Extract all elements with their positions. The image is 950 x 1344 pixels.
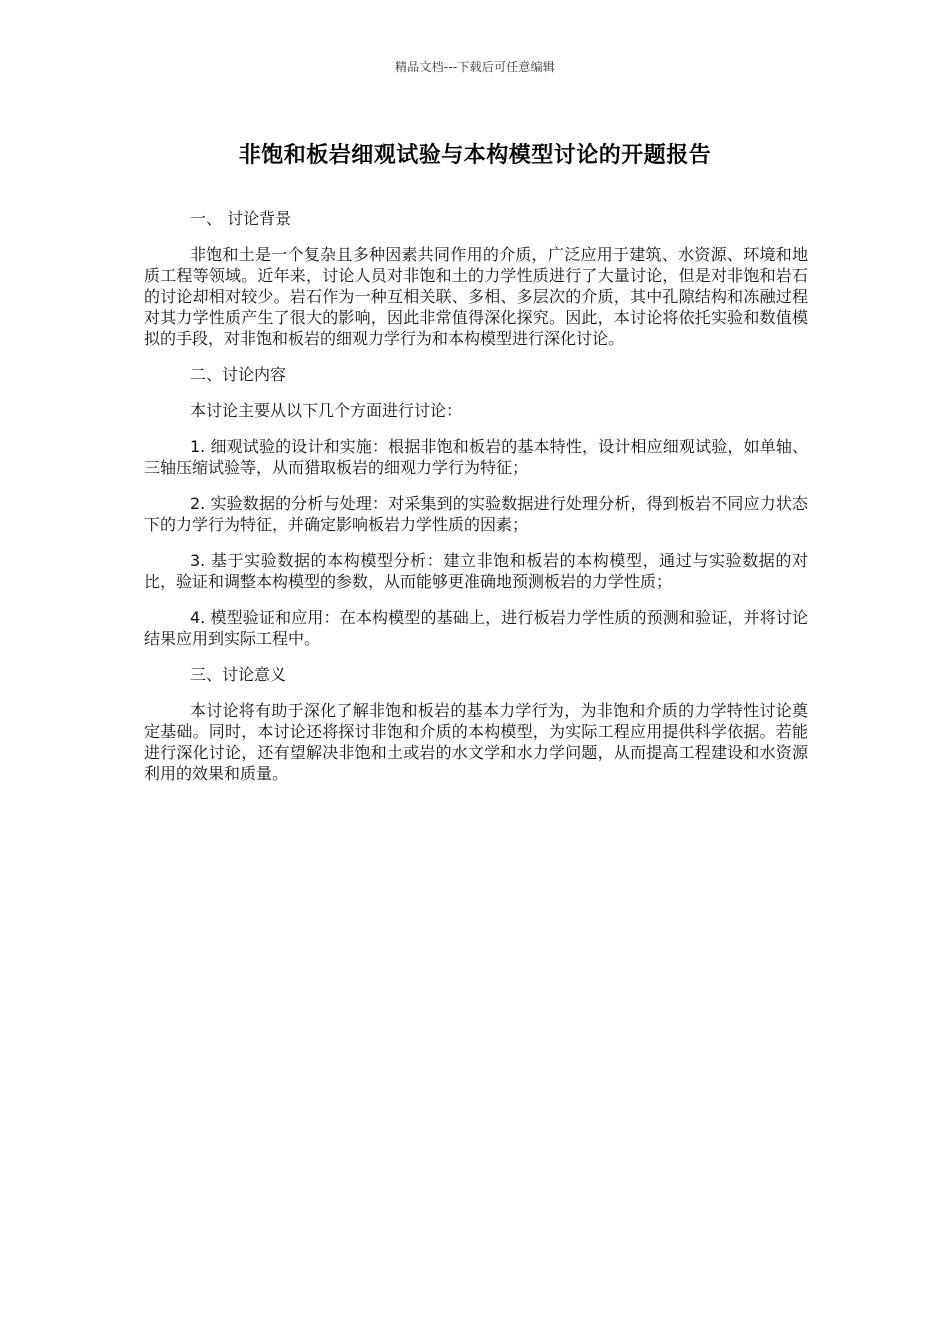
content-item-1: 1. 细观试验的设计和实施：根据非饱和板岩的基本特性，设计相应细观试验，如单轴、三轴压缩试验等，从而猎取板岩的细观力学行为特征；	[144, 437, 808, 477]
document-title: 非饱和板岩细观试验与本构模型讨论的开题报告	[238, 143, 712, 168]
document-body	[144, 208, 808, 799]
content-item-3: 3. 基于实验数据的本构模型分析：建立非饱和板岩的本构模型，通过与实验数据的对比，验证和调整本构模型的参数，从而能够更准确地预测板岩的力学性质；	[144, 551, 808, 591]
background-paragraph: 非饱和土是一个复杂且多种因素共同作用的介质，广泛应用于建筑、水资源、环境和地质工程等领域。近年来，讨论人员对非饱和土的力学性质进行了大量讨论，但是对非饱和岩石的讨论却相对较少。岩石作为一种互相关联、多相、多层次的介质，其中孔隙结构和冻融过程对其力学性质产生了很大的影响，因此非常值得深化探究。因此，本讨论将依托实验和数值模拟的手段，对非饱和板岩的细观力学行为和本构模型进行深化讨论。	[144, 245, 808, 348]
section-heading-significance: 三、讨论意义	[190, 665, 287, 684]
header-note: 精品文档---下载后可任意编辑	[395, 60, 555, 74]
significance-paragraph: 本讨论将有助于深化了解非饱和板岩的基本力学行为，为非饱和介质的力学特性讨论奠定基础。同时，本讨论还将探讨非饱和介质的本构模型，为实际工程应用提供科学依据。若能进行深化讨论，还有望解决非饱和土或岩的水文学和水力学问题，从而提高工程建设和水资源利用的效果和质量。	[144, 701, 808, 783]
content-item-4: 4. 模型验证和应用：在本构模型的基础上，进行板岩力学性质的预测和验证，并将讨论结果应用到实际工程中。	[144, 608, 808, 648]
section-heading-background: 一、 讨论背景	[190, 209, 292, 228]
content-intro: 本讨论主要从以下几个方面进行讨论：	[190, 401, 463, 420]
content-item-2: 2. 实验数据的分析与处理：对采集到的实验数据进行处理分析，得到板岩不同应力状态下的力学行为特征，并确定影响板岩力学性质的因素；	[144, 494, 808, 534]
section-heading-content: 二、讨论内容	[190, 365, 287, 384]
